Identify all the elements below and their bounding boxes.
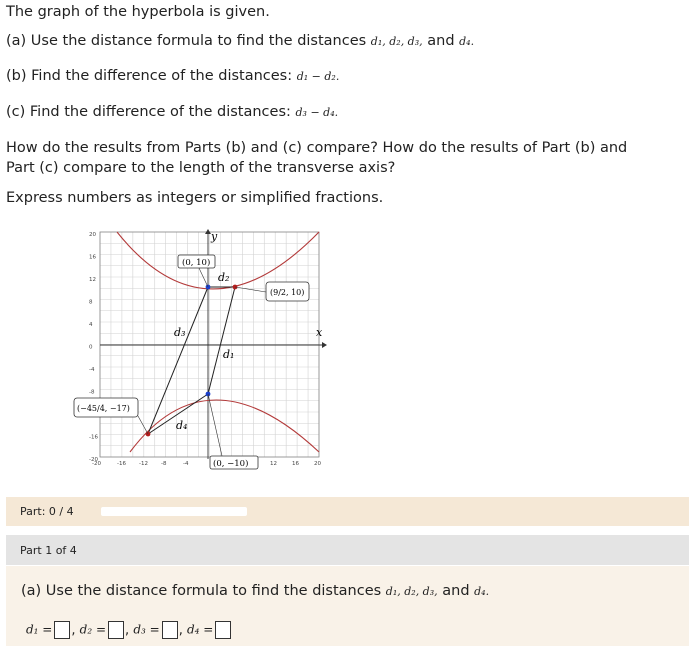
answer-question-vars: d₁, d₂, d₃, xyxy=(385,585,438,598)
instructions-text: Express numbers as integers or simplified fractions. xyxy=(6,190,384,206)
y-tick-label: 20 xyxy=(89,232,96,238)
axis-y-label: y xyxy=(211,230,218,243)
answer-question-last: d₄. xyxy=(474,585,490,598)
label-right-point: (9/2, 10) xyxy=(270,288,305,297)
x-axis-arrow xyxy=(322,342,327,348)
answer-question-and: and xyxy=(437,583,475,599)
d2-input[interactable] xyxy=(108,621,124,639)
label-bottom-focus: (0, −10) xyxy=(213,459,249,469)
label-top-focus: (0, 10) xyxy=(182,258,211,268)
part-b-text xyxy=(6,68,339,84)
d2-answer-label: d₂ = xyxy=(79,622,107,637)
y-tick-label: 8 xyxy=(89,299,93,306)
part-a-vars: d₁, d₂, d₃, xyxy=(370,35,423,48)
d4-label: d₄ xyxy=(176,419,188,432)
d1-answer-label: d₁ = xyxy=(26,622,53,637)
d1-input[interactable] xyxy=(54,621,70,639)
progress-track xyxy=(101,507,247,516)
part-c-expr: d₃ − d₄. xyxy=(295,106,339,119)
y-tick-label: 12 xyxy=(89,277,96,283)
intro-text: The graph of the hyperbola is given. xyxy=(6,4,270,20)
answer-panel xyxy=(6,566,689,646)
part-a-and: and xyxy=(422,33,460,49)
d1-label: d₁ xyxy=(223,348,235,361)
label-left-point: (−45/4, −17) xyxy=(77,404,130,413)
part-b-expr: d₁ − d₂. xyxy=(296,70,340,83)
part-c-label: (c) Find the difference of the distances: xyxy=(6,104,296,120)
part-b-label: (b) Find the difference of the distances: xyxy=(6,68,297,84)
part-a-label: (a) Use the distance formula to find the distances xyxy=(6,33,371,49)
y-tick-label: -16 xyxy=(89,434,98,441)
answer-inputs: d₁ = , d₂ = , d₃ = , d₄ = xyxy=(26,621,234,639)
part-progress-label: Part: 0 / 4 xyxy=(20,505,74,518)
d4-input[interactable] xyxy=(215,621,231,639)
y-tick-label: -20 xyxy=(89,457,98,463)
x-tick-label: 20 xyxy=(314,461,321,467)
answer-question-label: (a) Use the distance formula to find the distances xyxy=(21,583,386,599)
y-tick-label: -8 xyxy=(89,389,95,396)
hyperbola-graph xyxy=(72,226,332,476)
x-tick-label: -12 xyxy=(139,461,148,467)
x-tick-label: 12 xyxy=(270,461,277,467)
x-tick-label: -4 xyxy=(183,461,189,467)
part-c-text xyxy=(6,104,338,120)
part-a-text xyxy=(6,33,474,49)
d4-answer-label: d₄ = xyxy=(186,622,214,637)
question-line-1: How do the results from Parts (b) and (c) compare? How do the results of Part (b) and xyxy=(6,140,628,156)
part-header xyxy=(6,535,689,565)
x-tick-label: 16 xyxy=(292,461,299,467)
x-tick-label: -16 xyxy=(117,461,126,467)
answer-question xyxy=(21,583,489,599)
d3-label: d₃ xyxy=(174,326,186,339)
d3-input[interactable] xyxy=(162,621,178,639)
d3-answer-label: d₃ = xyxy=(133,622,160,637)
y-tick-label: -4 xyxy=(89,367,95,373)
x-tick-label: -8 xyxy=(161,461,167,467)
x-tick-label: -20 xyxy=(92,461,101,467)
question-line-2: Part (c) compare to the length of the transverse axis? xyxy=(6,160,396,176)
axis-x-label: x xyxy=(316,326,323,339)
part-progress-bar xyxy=(6,497,689,526)
y-tick-label: 0 xyxy=(89,344,93,351)
part-header-label: Part 1 of 4 xyxy=(20,544,77,557)
part-a-last: d₄. xyxy=(459,35,475,48)
y-tick-label: 4 xyxy=(89,322,93,328)
y-tick-label: 16 xyxy=(89,254,96,261)
d2-label: d₂ xyxy=(218,271,230,284)
